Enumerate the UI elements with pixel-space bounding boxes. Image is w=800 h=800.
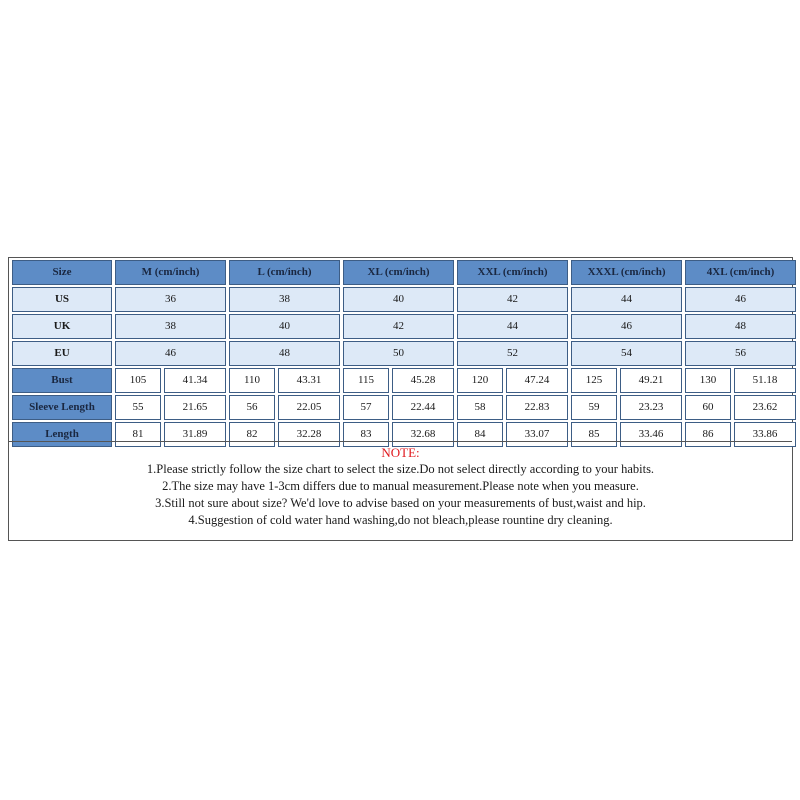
inch-value-cell: 32.68	[392, 422, 454, 447]
note-line-2: 2.The size may have 1-3cm differs due to manual measurement.Please note when you measure.	[162, 479, 639, 493]
cm-value-cell: 83	[343, 422, 389, 447]
table-cell: 36	[115, 287, 226, 312]
table-cell: 52	[457, 341, 568, 366]
table-cell: 38	[115, 314, 226, 339]
inch-value-cell: 41.34	[164, 368, 226, 393]
table-cell: 46	[685, 287, 796, 312]
row-label-cell: UK	[12, 314, 112, 339]
table-row	[12, 341, 796, 366]
table-cell: 48	[685, 314, 796, 339]
size-chart	[8, 257, 793, 541]
notes-section	[9, 444, 792, 529]
inch-value-cell: 43.31	[278, 368, 340, 393]
size-header-cell: Size	[12, 260, 112, 285]
column-header-cell: XXL (cm/inch)	[457, 260, 568, 285]
table-cell: 40	[343, 287, 454, 312]
table-row	[12, 395, 796, 420]
inch-value-cell: 49.21	[620, 368, 682, 393]
table-header-row	[12, 260, 796, 285]
inch-value-cell: 23.23	[620, 395, 682, 420]
cm-value-cell: 57	[343, 395, 389, 420]
table-cell: 38	[229, 287, 340, 312]
notes-title: NOTE:	[381, 445, 420, 460]
cm-value-cell: 115	[343, 368, 389, 393]
cm-value-cell: 120	[457, 368, 503, 393]
cm-value-cell: 86	[685, 422, 731, 447]
table-cell: 44	[571, 287, 682, 312]
note-line-3: 3.Still not sure about size? We'd love to advise based on your measurements of bust,waist and hip.	[155, 496, 646, 510]
table-cell: 56	[685, 341, 796, 366]
cm-value-cell: 55	[115, 395, 161, 420]
row-label-cell: Bust	[12, 368, 112, 393]
table-cell: 42	[457, 287, 568, 312]
table-cell: 46	[571, 314, 682, 339]
notes-divider	[9, 441, 792, 442]
row-label-cell: US	[12, 287, 112, 312]
inch-value-cell: 23.62	[734, 395, 796, 420]
cm-value-cell: 130	[685, 368, 731, 393]
cm-value-cell: 59	[571, 395, 617, 420]
table-cell: 50	[343, 341, 454, 366]
table-row	[12, 287, 796, 312]
cm-value-cell: 60	[685, 395, 731, 420]
column-header-cell: M (cm/inch)	[115, 260, 226, 285]
table-cell: 46	[115, 341, 226, 366]
cm-value-cell: 125	[571, 368, 617, 393]
column-header-cell: 4XL (cm/inch)	[685, 260, 796, 285]
cm-value-cell: 81	[115, 422, 161, 447]
table-row	[12, 368, 796, 393]
cm-value-cell: 56	[229, 395, 275, 420]
size-table	[9, 258, 799, 449]
inch-value-cell: 22.44	[392, 395, 454, 420]
inch-value-cell: 33.07	[506, 422, 568, 447]
inch-value-cell: 22.83	[506, 395, 568, 420]
inch-value-cell: 21.65	[164, 395, 226, 420]
row-label-cell: EU	[12, 341, 112, 366]
inch-value-cell: 32.28	[278, 422, 340, 447]
cm-value-cell: 110	[229, 368, 275, 393]
inch-value-cell: 33.46	[620, 422, 682, 447]
row-label-cell: Length	[12, 422, 112, 447]
cm-value-cell: 84	[457, 422, 503, 447]
inch-value-cell: 51.18	[734, 368, 796, 393]
inch-value-cell: 33.86	[734, 422, 796, 447]
inch-value-cell: 22.05	[278, 395, 340, 420]
column-header-cell: L (cm/inch)	[229, 260, 340, 285]
table-cell: 44	[457, 314, 568, 339]
table-row	[12, 314, 796, 339]
inch-value-cell: 31.89	[164, 422, 226, 447]
cm-value-cell: 85	[571, 422, 617, 447]
column-header-cell: XXXL (cm/inch)	[571, 260, 682, 285]
inch-value-cell: 45.28	[392, 368, 454, 393]
inch-value-cell: 47.24	[506, 368, 568, 393]
row-label-cell: Sleeve Length	[12, 395, 112, 420]
table-cell: 54	[571, 341, 682, 366]
table-cell: 40	[229, 314, 340, 339]
cm-value-cell: 82	[229, 422, 275, 447]
note-line-1: 1.Please strictly follow the size chart to select the size.Do not select directly according to your habits.	[146, 462, 655, 476]
cm-value-cell: 58	[457, 395, 503, 420]
table-cell: 48	[229, 341, 340, 366]
cm-value-cell: 105	[115, 368, 161, 393]
note-line-4: 4.Suggestion of cold water hand washing,do not bleach,please rountine dry cleaning.	[188, 513, 613, 527]
table-cell: 42	[343, 314, 454, 339]
column-header-cell: XL (cm/inch)	[343, 260, 454, 285]
